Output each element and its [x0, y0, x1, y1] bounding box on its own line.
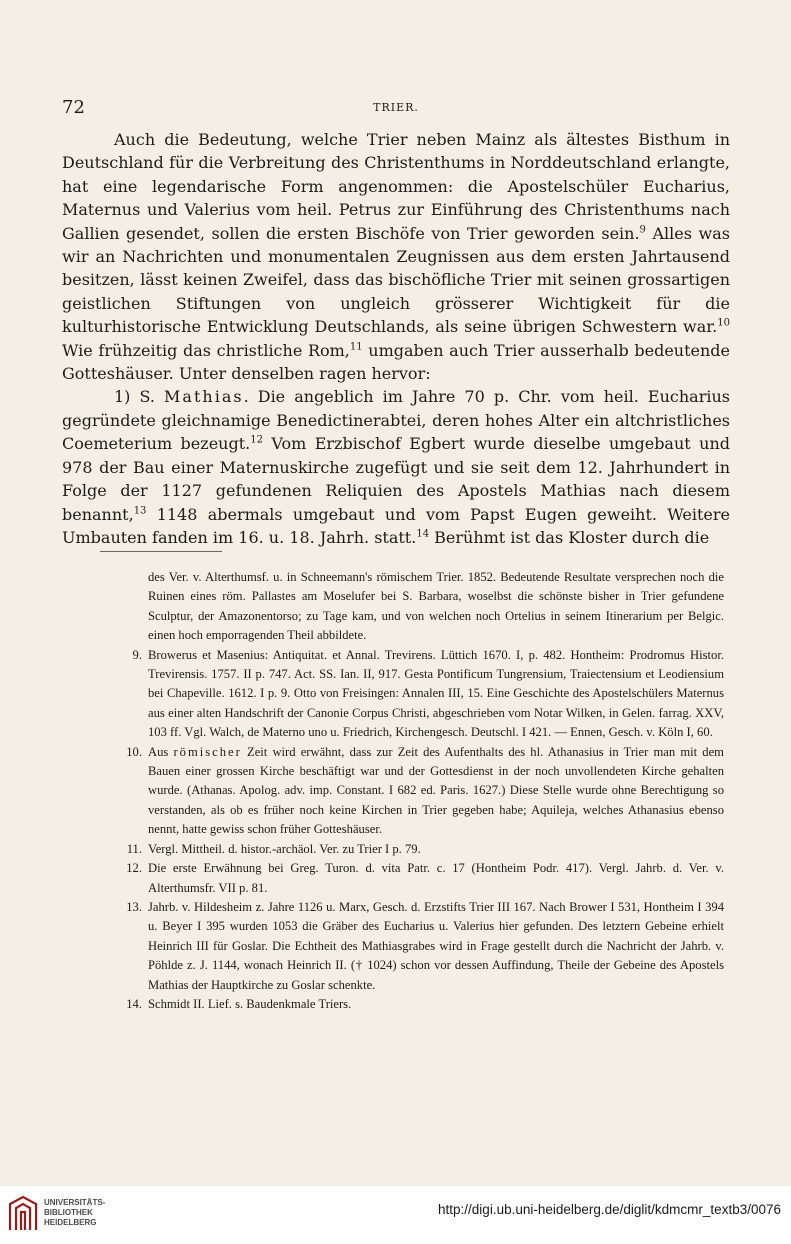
footnote-ref-9[interactable]: 9	[639, 224, 646, 236]
footnote-12: 12. Die erste Erwähnung bei Greg. Turon. d. vita Patr. c. 17 (Hontheim Podr. 417). Vergl. Jahrb. d. Ver. v. Alterthumsfr. VII p. 81.	[126, 861, 724, 895]
footnote-ref-13[interactable]: 13	[133, 505, 147, 517]
footnote-11: 11. Vergl. Mittheil. d. histor.-archäol. Ver. zu Trier I p. 79.	[126, 841, 421, 856]
footnote-ref-12[interactable]: 12	[250, 434, 263, 446]
permalink-url[interactable]: http://digi.ub.uni-heidelberg.de/diglit/kdmcmr_textb3/0076	[438, 1202, 781, 1217]
footnote-9: 9. Browerus et Masenius: Antiquitat. et Annal. Trevirens. Lüttich 1670. I, p. 482. Hontheim: Prodromus Histor. Trevirensis. 1757. II p. 747. Act. SS. Ian. II, 917. Gesta Pontificum Tungrensium, Traiectensium et Leodiensium bei Chapeville. 1612. I p. 9. Otto von Freisingen: Annalen III, 15. Eine Geschichte des Apostelschülers Maternus aus einer alten Handschrift der Canonie Corpus Christi, abgeschrieben vom Notar Wilken, in Gelen. farrag. XXV, 103 ff. Vgl. Walch, de Materno uno u. Friedrich, Kirchengesch. Deutschl. I 421. — Ennen, Gesch. v. Köln I, 60.	[132, 647, 724, 740]
footnote-13: 13. Jahrb. v. Hildesheim z. Jahre 1126 u. Marx, Gesch. d. Erzstifts Trier III 167. Nach Brower I 531, Hontheim I 394 u. Beyer I 395 wurden 1053 die Gräber des Eucharius u. Valerius hier gefunden. Des letztern Gebeine erhielt Heinrich III für Goslar. Die Echtheit des Mathiasgrabes wird in Frage gestellt durch die Nachricht der Jahrb. v. Pöhlde z. J. 1144, wonach Heinrich II. († 1024) schon vor dessen Auffindung, Theile der Gebeine des Apostels Mathias der Hauptkirche zu Goslar schenkte.	[126, 899, 724, 992]
paragraph-mathias: 1) S. Mathias. Die angeblich im Jahre 70 p. Chr. vom heil. Eucharius gegründete gleichnamige Benedictinerabtei, deren hohes Alter ein altchristliches Coemeterium bezeugt.$^{12}$ Vom Erzbischof Egbert wurde dieselbe umgebaut und 978 der Bau einer Maternuskirche zugefügt und sie seit dem 12. Jahrhundert in Folge der 1127 gefundenen Reliquien des Apostels Mathias nach diesem benannt,$^{13}$ 1148 abermals umgebaut und vom Papst Eugen geweiht. Weitere Umbauten fanden im 16. u. 18. Jahrh. statt.$^{14}$ Berühmt ist das Kloster durch die	[62, 387, 730, 547]
footnote-continuation: des Ver. v. Alterthumsf. u. in Schneemann's römischem Trier. 1852. Bedeutende Resultate versprechen noch die Ruinen eines röm. Pallastes am Moselufer bei S. Barbara, woselbst die schönste bisher in Trier gefundene Sculptur, der Amazonentorso; zu Tage kam, und von welchen noch Ortelius in seinem Itinerarium per Belgic. einen hoch emporragenden Theil abbildete.	[148, 570, 724, 643]
footnote-ref-11[interactable]: 11	[349, 341, 363, 353]
footnote-ref-10[interactable]: 10	[717, 317, 730, 329]
footnote-ref-14[interactable]: 14	[416, 528, 430, 540]
spaced-name-mathias: Mathias	[164, 387, 244, 407]
heidelberg-library-logo-icon[interactable]	[6, 1194, 40, 1232]
footnote-10: 10. Aus römischer Zeit wird erwähnt, dass zur Zeit des Aufenthalts des hl. Athanasius in Trier man mit dem Bauen einer grossen Kirche beschäftigt war und der Gottesdienst in der noch unvollendeten Kirche gehalten wurde. (Athanas. Apolog. adv. imp. Constant. I 682 ed. Paris. 1627.) Diese Stelle wurde ohne Berechtigung so verstanden, als ob es früher noch keine Kirchen in Trier gegeben habe; Aquileja, welches Athanasius ebenso nennt, hatte gewiss schon früher Gotteshäuser.	[126, 744, 724, 837]
running-title: TRIER.	[373, 101, 419, 114]
footnote-14: 14. Schmidt II. Lief. s. Baudenkmale Triers.	[126, 996, 352, 1011]
page-number: 72	[62, 97, 85, 118]
footnotes	[100, 568, 724, 1014]
library-name: UNIVERSITÄTS- BIBLIOTHEK HEIDELBERG	[44, 1198, 106, 1227]
main-text	[62, 128, 730, 549]
page-header	[62, 97, 730, 119]
footnote-divider	[100, 551, 222, 552]
digitization-footer	[0, 1186, 791, 1244]
paragraph-intro: Auch die Bedeutung, welche Trier neben Mainz als ältestes Bisthum in Deutschland für die Verbreitung des Christenthums in Norddeutschland erlangte, hat eine legendarische Form angenommen: die Apostelschüler Eucharius, Maternus und Valerius vom heil. Petrus zur Einführung des Christenthums nach Gallien gesendet, sollen die ersten Bischöfe von Trier geworden sein.$^9$ Alles was wir an Nachrichten und monumentalen Zeugnissen aus dem ersten Jahrtausend besitzen, lässt keinen Zweifel, dass das bischöfliche Trier mit seinen grossartigen geistlichen Stiftungen von ungleich grösserer Wichtigkeit für die kulturhistorische Entwicklung Deutschlands, als seine übrigen Schwestern war.$^{10}$ Wie frühzeitig das christliche Rom,$^{11}$ umgaben auch Trier ausserhalb bedeutende Gotteshäuser. Unter denselben ragen hervor:	[62, 130, 731, 384]
